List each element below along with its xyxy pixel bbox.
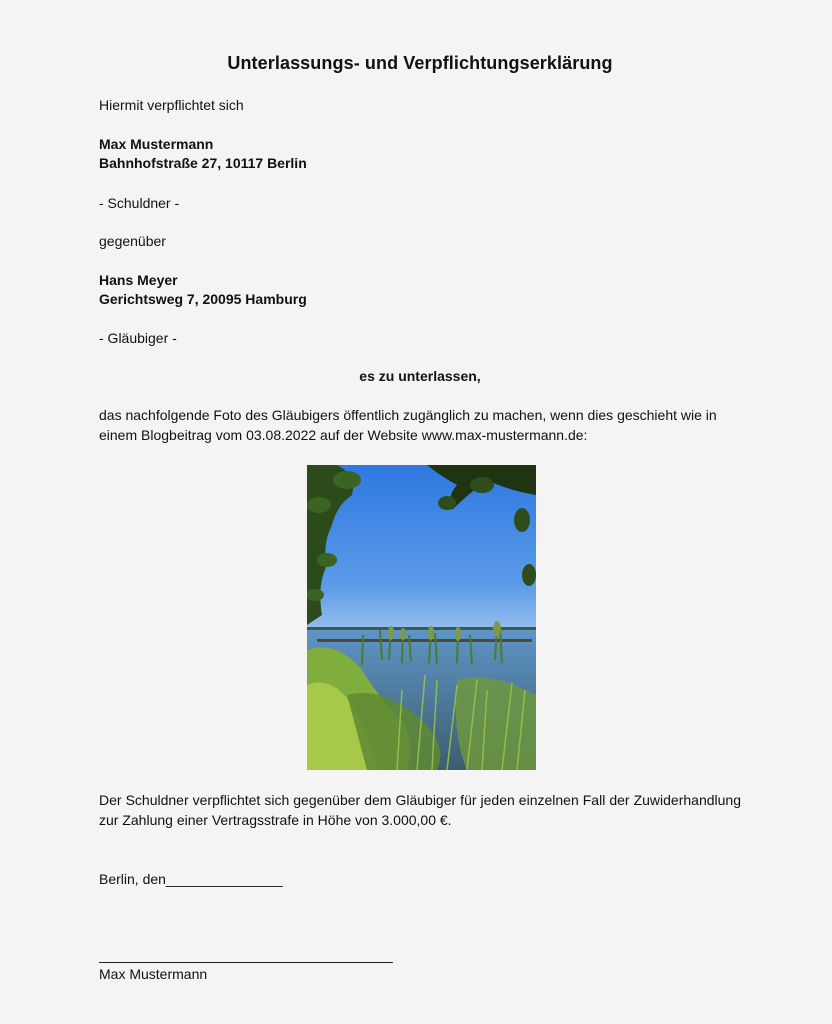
obligation-heading: es zu unterlassen, [359, 368, 481, 384]
place-date-line: Berlin, den_______________ [99, 871, 283, 887]
intro-text: Hiermit verpflichtet sich [99, 97, 244, 113]
relation-text: gegenüber [99, 233, 166, 249]
debtor-address: Bahnhofstraße 27, 10117 Berlin [99, 155, 307, 171]
signature-name: Max Mustermann [99, 966, 208, 982]
debtor-role: - Schuldner - [99, 195, 180, 211]
signature-line [99, 962, 393, 963]
document-title: Unterlassungs- und Verpflichtungserklärung [227, 53, 613, 73]
creditor-name: Hans Meyer [99, 272, 178, 288]
creditor-role: - Gläubiger - [99, 330, 177, 346]
lake-photo [307, 465, 536, 770]
penalty-paragraph: Der Schuldner verpflichtet sich gegenüber dem Gläubiger für jeden einzelnen Fall der Zuwiderhandlung zur Zahlung einer Vertragsstrafe in Höhe von 3.000,00 €. [99, 792, 741, 828]
debtor-name: Max Mustermann [99, 136, 214, 152]
creditor-address: Gerichtsweg 7, 20095 Hamburg [99, 291, 307, 307]
description-paragraph: das nachfolgende Foto des Gläubigers öffentlich zugänglich zu machen, wenn dies geschieht wie in einem Blogbeitrag vom 03.08.2022 auf der Website www.max-mustermann.de: [99, 407, 717, 443]
